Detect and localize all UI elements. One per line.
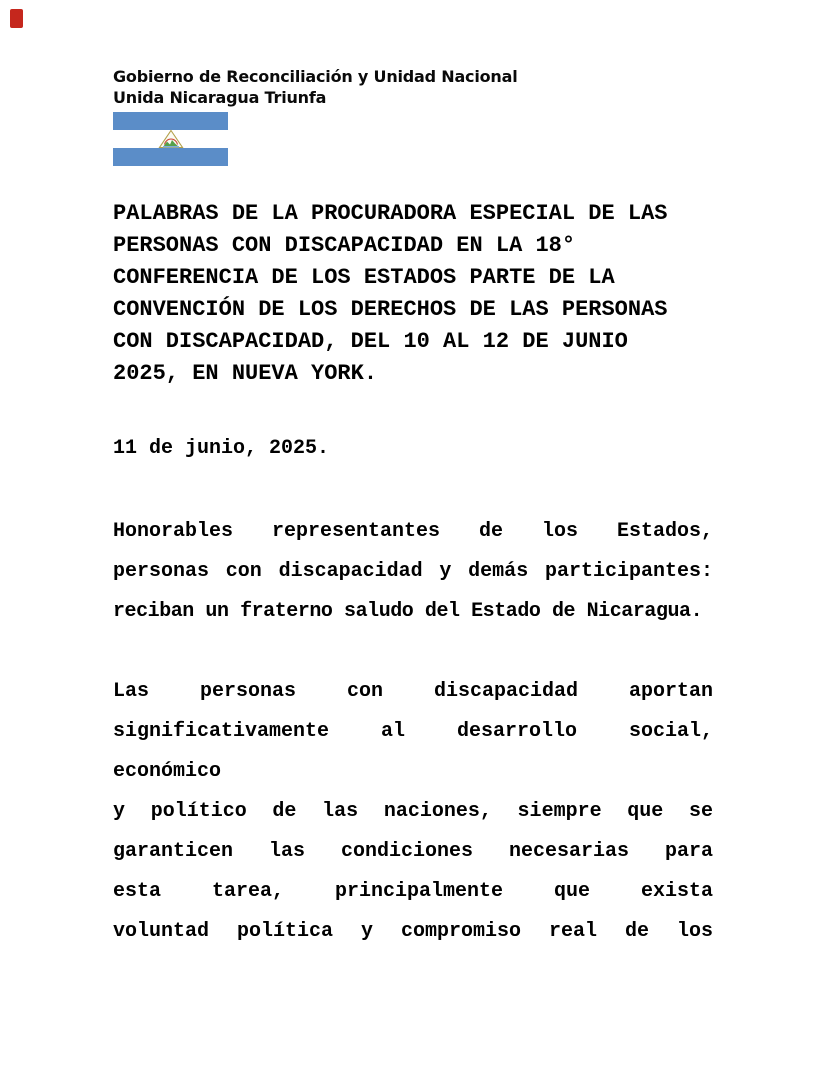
paragraph-line: voluntad política y compromiso real de los xyxy=(113,920,713,943)
paragraph-line: garanticen las condiciones necesarias para xyxy=(113,840,713,863)
salutation-paragraph xyxy=(113,512,713,632)
paragraph-line: esta tarea, principalmente que exista xyxy=(113,880,713,903)
title-line: 2025, EN NUEVA YORK. xyxy=(113,361,378,386)
flag-stripe-top xyxy=(113,112,228,130)
body-paragraph xyxy=(113,672,713,952)
title-line: PERSONAS CON DISCAPACIDAD EN LA 18° xyxy=(113,233,576,258)
title-line: PALABRAS DE LA PROCURADORA ESPECIAL DE LAS xyxy=(113,201,668,226)
document-title xyxy=(113,198,717,390)
title-line: CONFERENCIA DE LOS ESTADOS PARTE DE LA xyxy=(113,265,615,290)
letterhead-line-1: Gobierno de Reconciliación y Unidad Nacional xyxy=(113,67,518,86)
document-date: 11 de junio, 2025. xyxy=(113,437,330,460)
letterhead-line-2: Unida Nicaragua Triunfa xyxy=(113,88,327,107)
paragraph-line: y político de las naciones, siempre que se xyxy=(113,800,713,823)
paragraph-line: Honorables representantes de los Estados, xyxy=(113,520,713,543)
paragraph-line: reciban un fraterno saludo del Estado de Nicaragua. xyxy=(113,600,703,623)
title-line: CON DISCAPACIDAD, DEL 10 AL 12 DE JUNIO xyxy=(113,329,628,354)
paragraph-line: personas con discapacidad y demás participantes: xyxy=(113,560,713,583)
letterhead xyxy=(113,66,518,108)
flag-stripe-bottom xyxy=(113,148,228,166)
paragraph-line: significativamente al desarrollo social, económico xyxy=(113,720,713,783)
nicaragua-flag-image xyxy=(113,112,228,166)
red-corner-mark xyxy=(10,9,23,28)
flag-stripe-middle xyxy=(113,130,228,148)
flag-emblem-icon xyxy=(157,129,184,149)
title-line: CONVENCIÓN DE LOS DERECHOS DE LAS PERSONAS xyxy=(113,297,668,322)
paragraph-line: Las personas con discapacidad aportan xyxy=(113,680,713,703)
